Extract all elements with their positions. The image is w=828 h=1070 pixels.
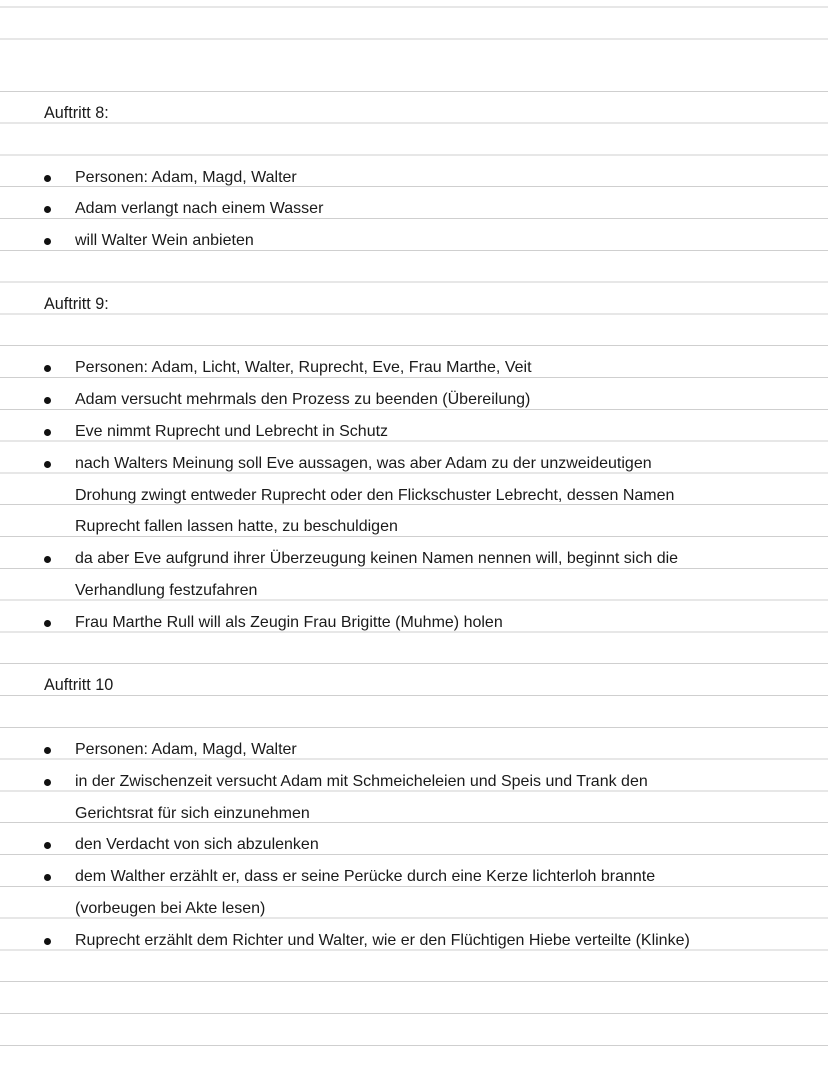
list-item [44, 416, 804, 448]
list-item-text: Adam verlangt nach einem Wasser [75, 200, 324, 218]
list-item [44, 162, 804, 194]
list-item [44, 734, 804, 766]
list-item-text: in der Zwischenzeit versucht Adam mit Schmeicheleien und Speis und Trank den [75, 772, 648, 790]
list-item-text: Adam versucht mehrmals den Prozess zu beenden (Übereilung) [75, 391, 531, 409]
list-item-text: Drohung zwingt entweder Ruprecht oder den Flickschuster Lebrecht, dessen Namen [75, 486, 675, 504]
list-item-text: da aber Eve aufgrund ihrer Überzeugung keinen Namen nennen will, beginnt sich die [75, 550, 679, 568]
list-item [44, 607, 804, 639]
bullet-icon [44, 620, 51, 627]
notes-content [44, 98, 804, 957]
bullet-icon [44, 747, 51, 754]
list-item-text: Verhandlung festzufahren [75, 581, 258, 599]
bullet-icon [44, 938, 51, 945]
section-heading: Auftritt 9: [44, 294, 109, 313]
bullet-icon [44, 206, 51, 213]
list-item-text: Ruprecht fallen lassen hatte, zu beschuldigen [75, 518, 398, 536]
list-item [44, 384, 804, 416]
list-item-text: Eve nimmt Ruprecht und Lebrecht in Schutz [75, 422, 389, 440]
bullet-icon [44, 397, 51, 404]
blank-line [44, 321, 804, 353]
list-item [44, 925, 804, 957]
bullet-icon [44, 429, 51, 436]
list-item [44, 193, 804, 225]
list-item-text: Ruprecht erzählt dem Richter und Walter, wie er den Flüchtigen Hiebe verteilte (Klinke) [75, 931, 690, 949]
list-item [44, 861, 804, 925]
list-item [44, 829, 804, 861]
bullet-icon [44, 461, 51, 468]
list-item-text: dem Walther erzählt er, dass er seine Perücke durch eine Kerze lichterloh brannte [75, 868, 656, 886]
bullet-icon [44, 779, 51, 786]
list-item-text: Frau Marthe Rull will als Zeugin Frau Brigitte (Muhme) holen [75, 613, 503, 631]
bullet-icon [44, 175, 51, 182]
bullet-icon [44, 238, 51, 245]
list-item [44, 766, 804, 830]
list-item-text: (vorbeugen bei Akte lesen) [75, 899, 266, 917]
section-heading: Auftritt 10 [44, 676, 114, 695]
list-item-text: nach Walters Meinung soll Eve aussagen, was aber Adam zu der unzweideutigen [75, 454, 652, 472]
bullet-icon [44, 842, 51, 849]
list-item [44, 225, 804, 257]
blank-line [44, 130, 804, 162]
list-item-text: will Walter Wein anbieten [75, 232, 254, 250]
blank-line [44, 702, 804, 734]
list-item [44, 448, 804, 543]
section-heading: Auftritt 8: [44, 104, 109, 122]
blank-line [44, 257, 804, 289]
bullet-icon [44, 556, 51, 563]
list-item-text: Personen: Adam, Magd, Walter [75, 168, 297, 186]
blank-line [44, 639, 804, 671]
list-item [44, 352, 804, 384]
bullet-icon [44, 365, 51, 372]
list-item-text: den Verdacht von sich abzulenken [75, 836, 319, 854]
bullet-icon [44, 874, 51, 881]
list-item-text: Personen: Adam, Magd, Walter [75, 740, 297, 758]
list-item-text: Personen: Adam, Licht, Walter, Ruprecht, Eve, Frau Marthe, Veit [75, 359, 532, 377]
list-item-text: Gerichtsrat für sich einzunehmen [75, 804, 310, 822]
list-item [44, 543, 804, 607]
